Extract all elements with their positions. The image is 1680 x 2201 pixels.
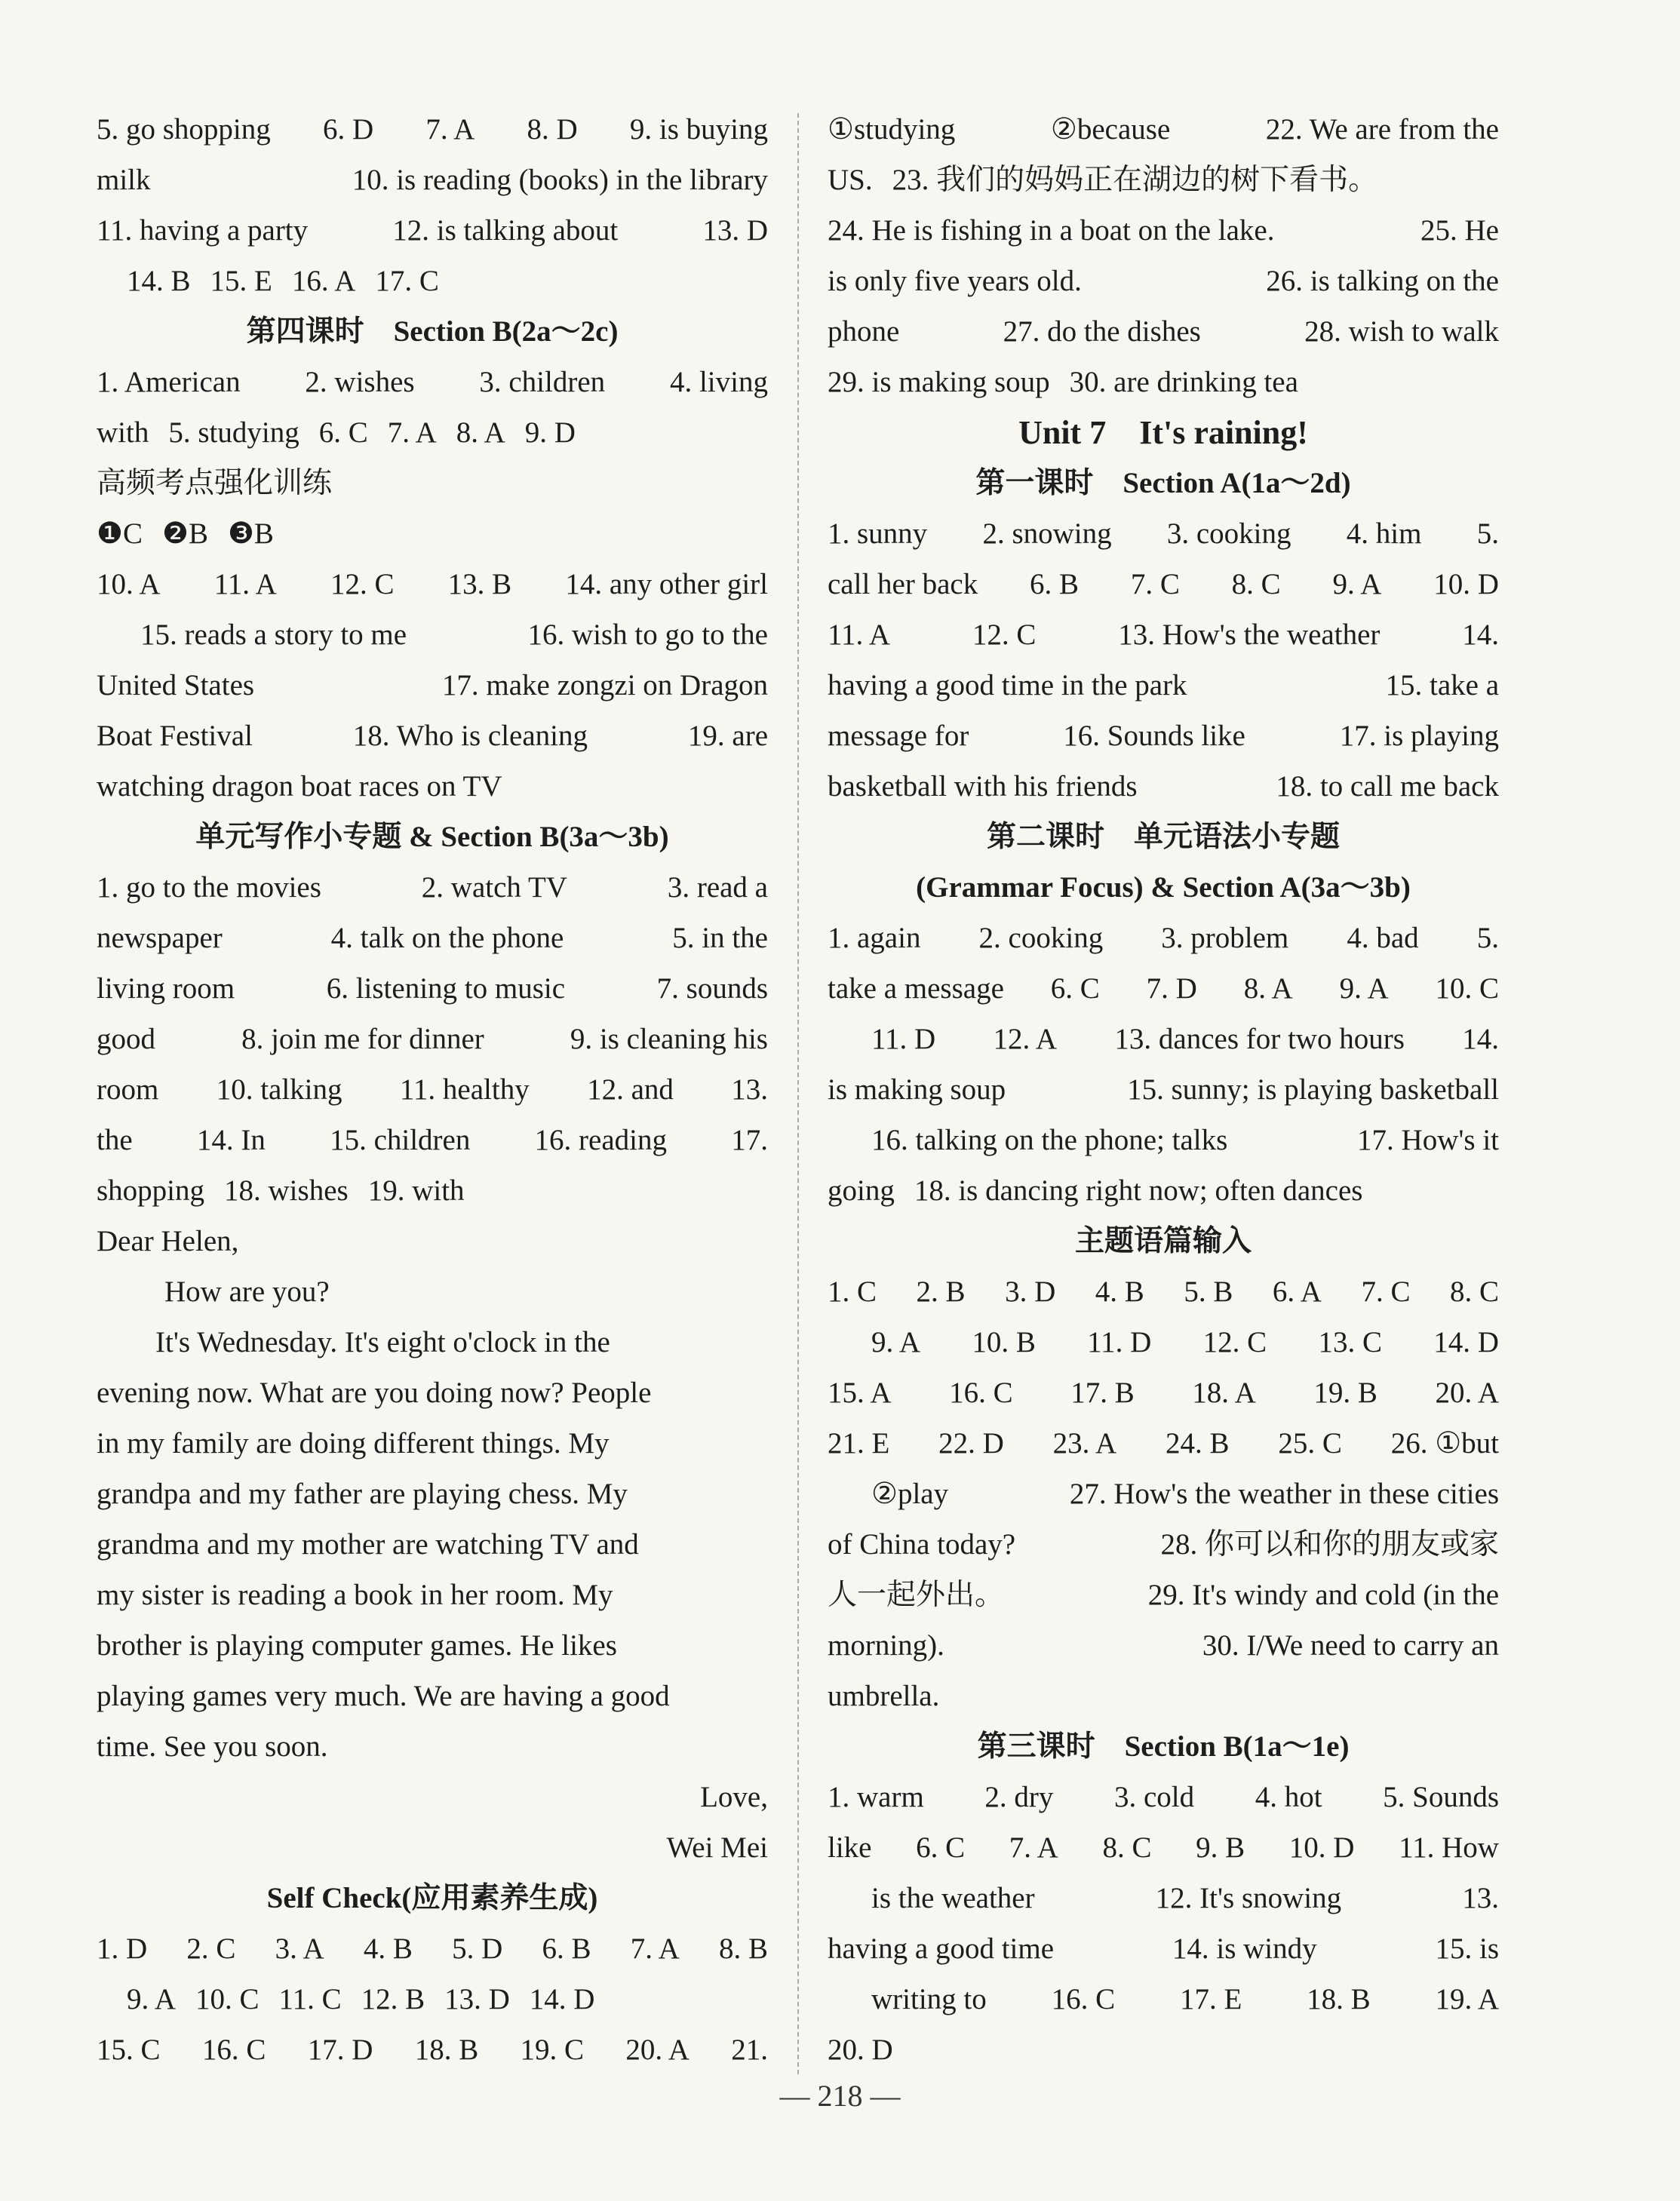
answer-item: 13. bbox=[1462, 1882, 1499, 1914]
answer-item: 1. sunny bbox=[828, 517, 928, 550]
answer-item: 15. C bbox=[97, 2034, 161, 2066]
text-line bbox=[828, 609, 1499, 660]
answer-item: 19. A bbox=[1435, 1983, 1499, 2015]
answer-item: 1. again bbox=[828, 922, 921, 954]
answer-item: 19. C bbox=[520, 2034, 585, 2066]
text-line bbox=[97, 1165, 768, 1216]
answer-item: 13. How's the weather bbox=[1118, 619, 1381, 651]
text-line bbox=[828, 963, 1499, 1014]
text-line bbox=[97, 711, 768, 761]
answer-item: like bbox=[828, 1831, 872, 1864]
answer-item: 1. C bbox=[828, 1275, 877, 1308]
text-line bbox=[828, 913, 1499, 963]
section-heading: 第一课时 Section A(1a～2d) bbox=[975, 467, 1351, 499]
answer-item: 17. C bbox=[375, 265, 439, 297]
answer-item: 16. reading bbox=[534, 1124, 667, 1156]
text-line bbox=[97, 155, 768, 205]
text-line bbox=[828, 1266, 1499, 1317]
answer-item: 25. C bbox=[1278, 1427, 1342, 1460]
text-line bbox=[97, 559, 768, 609]
answer-item: phone bbox=[828, 315, 900, 348]
text-line bbox=[97, 2024, 768, 2075]
answer-item: with bbox=[97, 416, 149, 449]
answer-item: 2. dry bbox=[984, 1781, 1054, 1813]
answer-item: 19. with bbox=[367, 1174, 465, 1207]
answer-item: 16. Sounds like bbox=[1063, 720, 1245, 752]
text-line bbox=[97, 761, 768, 812]
answer-item: Love, bbox=[700, 1781, 768, 1813]
answer-item: 16. A bbox=[291, 265, 356, 297]
text-line bbox=[828, 205, 1499, 256]
answer-item: 20. A bbox=[625, 2034, 690, 2066]
text-line bbox=[97, 1368, 768, 1418]
answer-item: 7. D bbox=[1146, 972, 1197, 1005]
text-line bbox=[97, 1772, 768, 1822]
text-line bbox=[97, 205, 768, 256]
answer-item: 18. A bbox=[1192, 1377, 1256, 1409]
answer-item: 20. D bbox=[828, 2034, 893, 2066]
answer-item: newspaper bbox=[97, 922, 223, 954]
answer-item: 1. go to the movies bbox=[97, 871, 321, 904]
answer-item: 7. A bbox=[1009, 1831, 1058, 1864]
answer-item: time. See you soon. bbox=[97, 1730, 328, 1763]
answer-item: 1. warm bbox=[828, 1781, 924, 1813]
answer-item: 2. watch TV bbox=[421, 871, 567, 904]
answer-item: Dear Helen, bbox=[97, 1225, 239, 1257]
answer-item: 6. C bbox=[1050, 972, 1100, 1005]
answer-item: grandma and my mother are watching TV and bbox=[97, 1528, 639, 1561]
answer-item: 7. sounds bbox=[656, 972, 768, 1005]
answer-item: It's Wednesday. It's eight o'clock in the bbox=[97, 1326, 610, 1358]
answer-item: 6. A bbox=[1272, 1275, 1322, 1308]
answer-item: umbrella. bbox=[828, 1680, 940, 1712]
answer-item: 4. B bbox=[363, 1932, 413, 1965]
text-line bbox=[828, 508, 1499, 559]
answer-item: 21. E bbox=[828, 1427, 890, 1460]
text-line bbox=[828, 559, 1499, 609]
answer-item: 4. talk on the phone bbox=[330, 922, 564, 954]
answer-item: 12. is talking about bbox=[392, 214, 619, 247]
answer-item: basketball with his friends bbox=[828, 770, 1138, 803]
answer-item: grandpa and my father are playing chess. My bbox=[97, 1478, 628, 1510]
text-line bbox=[828, 1620, 1499, 1671]
answer-item: 2. cooking bbox=[978, 922, 1104, 954]
answer-item: 9. is cleaning his bbox=[570, 1023, 768, 1055]
answer-item: 16. C bbox=[949, 1377, 1013, 1409]
answer-item: having a good time in the park bbox=[828, 669, 1187, 701]
answer-item: 28. 你可以和你的朋友或家 bbox=[1160, 1528, 1499, 1561]
text-line bbox=[97, 256, 768, 306]
answer-item: 8. join me for dinner bbox=[241, 1023, 484, 1055]
answer-item: 9. A bbox=[1332, 568, 1382, 600]
answer-item: 11. How bbox=[1399, 1831, 1499, 1864]
text-line bbox=[828, 1822, 1499, 1873]
answer-item: 29. is making soup bbox=[828, 366, 1050, 398]
answer-item: 8. A bbox=[1243, 972, 1293, 1005]
answer-item: 4. him bbox=[1346, 517, 1422, 550]
answer-item: 10. C bbox=[1435, 972, 1499, 1005]
answer-item: 28. wish to walk bbox=[1304, 315, 1499, 348]
answer-item: 1. D bbox=[97, 1932, 148, 1965]
answer-item: 11. A bbox=[213, 568, 277, 600]
answer-item: ❸B bbox=[227, 517, 274, 550]
answer-item: ②because bbox=[1050, 113, 1171, 146]
answer-item: 20. A bbox=[1435, 1377, 1499, 1409]
answer-item: 9. D bbox=[524, 416, 576, 449]
answer-item: 11. healthy bbox=[399, 1073, 530, 1106]
answer-item: 16. C bbox=[1051, 1983, 1116, 2015]
answer-item: going bbox=[828, 1174, 895, 1207]
answer-item: 17. make zongzi on Dragon bbox=[441, 669, 768, 701]
answer-item: 2. wishes bbox=[305, 366, 415, 398]
answer-item: 4. bad bbox=[1347, 922, 1419, 954]
answer-item: 5. D bbox=[452, 1932, 503, 1965]
text-line bbox=[97, 1822, 768, 1873]
answer-item: 15. children bbox=[330, 1124, 471, 1156]
text-line bbox=[828, 711, 1499, 761]
answer-item: 9. A bbox=[127, 1983, 177, 2015]
answer-item: 7. C bbox=[1130, 568, 1180, 600]
answer-item: 14. D bbox=[1433, 1326, 1499, 1358]
answer-item: 6. listening to music bbox=[326, 972, 566, 1005]
answer-item: 14. bbox=[1462, 619, 1499, 651]
answer-item: 14. is windy bbox=[1172, 1932, 1317, 1965]
answer-item: Boat Festival bbox=[97, 720, 253, 752]
text-line bbox=[828, 256, 1499, 306]
text-line bbox=[828, 1014, 1499, 1064]
answer-item: is making soup bbox=[828, 1073, 1006, 1106]
text-line bbox=[828, 1317, 1499, 1368]
answer-item: 30. I/We need to carry an bbox=[1202, 1629, 1499, 1662]
answer-item: 11. having a party bbox=[97, 214, 309, 247]
answer-item: 9. A bbox=[871, 1326, 921, 1358]
text-line bbox=[828, 1974, 1499, 2024]
answer-item: 18. B bbox=[1307, 1983, 1371, 2015]
text-line bbox=[97, 508, 768, 559]
answer-item: 14. B bbox=[127, 265, 191, 297]
answer-item: 27. How's the weather in these cities bbox=[1069, 1478, 1499, 1510]
answer-item: 6. B bbox=[1030, 568, 1080, 600]
answer-item: 17. is playing bbox=[1339, 720, 1499, 752]
answer-item: 11. D bbox=[871, 1023, 936, 1055]
text-line bbox=[97, 407, 768, 458]
text-line bbox=[97, 1418, 768, 1469]
text-line bbox=[97, 357, 768, 407]
answer-item: 13. D bbox=[702, 214, 768, 247]
answer-item: 2. C bbox=[186, 1932, 236, 1965]
answer-item: 10. talking bbox=[216, 1073, 342, 1106]
section-heading: 第三课时 Section B(1a～1e) bbox=[977, 1730, 1350, 1763]
answer-item: 8. C bbox=[1449, 1275, 1499, 1308]
answer-item: 3. children bbox=[479, 366, 606, 398]
answer-item: 22. D bbox=[938, 1427, 1004, 1460]
text-line bbox=[828, 104, 1499, 155]
answer-item: 1. American bbox=[97, 366, 241, 398]
answer-item: 21. bbox=[731, 2034, 768, 2066]
answer-item: 15. A bbox=[828, 1377, 892, 1409]
answer-item: 4. B bbox=[1095, 1275, 1144, 1308]
answer-item: 15. E bbox=[210, 265, 272, 297]
section-heading: 第四课时 Section B(2a～2c) bbox=[246, 315, 619, 348]
answer-item: 15. sunny; is playing basketball bbox=[1127, 1073, 1499, 1106]
answer-item: 10. D bbox=[1288, 1831, 1355, 1864]
answer-item: 6. C bbox=[916, 1831, 966, 1864]
answer-item: 10. C bbox=[195, 1983, 260, 2015]
text-line bbox=[828, 1368, 1499, 1418]
answer-item: morning). bbox=[828, 1629, 944, 1662]
answer-item: 3. read a bbox=[667, 871, 768, 904]
text-line bbox=[97, 458, 768, 508]
answer-item: 19. are bbox=[687, 720, 768, 752]
answer-item: 4. living bbox=[669, 366, 768, 398]
answer-item: 5. Sounds bbox=[1383, 1781, 1499, 1813]
answer-item: 13. dances for two hours bbox=[1114, 1023, 1405, 1055]
answer-item: having a good time bbox=[828, 1932, 1055, 1965]
answer-item: 13. B bbox=[447, 568, 512, 600]
answer-item: 5. in the bbox=[672, 922, 768, 954]
text-line bbox=[97, 1469, 768, 1519]
answer-item: 6. B bbox=[542, 1932, 591, 1965]
answer-item: 人一起外出。 bbox=[828, 1579, 1005, 1611]
section-heading: 主题语篇输入 bbox=[1074, 1225, 1252, 1257]
answer-item: 7. A bbox=[387, 416, 437, 449]
answer-item: 12. C bbox=[330, 568, 395, 600]
answer-item: ②play bbox=[871, 1478, 949, 1510]
text-line bbox=[97, 660, 768, 711]
text-line bbox=[97, 913, 768, 963]
answer-item: 2. B bbox=[916, 1275, 966, 1308]
answer-item: 12. and bbox=[587, 1073, 674, 1106]
answer-item: 9. A bbox=[1339, 972, 1389, 1005]
answer-item: 18. to call me back bbox=[1276, 770, 1499, 803]
answer-item: 14. D bbox=[529, 1983, 595, 2015]
answer-item: 29. It's windy and cold (in the bbox=[1147, 1579, 1499, 1611]
answer-item: 11. C bbox=[278, 1983, 342, 2015]
text-line bbox=[97, 1064, 768, 1115]
right-column bbox=[828, 104, 1499, 2075]
answer-item: 8. C bbox=[1231, 568, 1281, 600]
answer-item: 12. It's snowing bbox=[1155, 1882, 1342, 1914]
text-line bbox=[97, 963, 768, 1014]
section-heading: 第二课时 单元语法小专题 bbox=[986, 821, 1340, 853]
answer-item: 16. talking on the phone; talks bbox=[871, 1124, 1228, 1156]
text-line bbox=[828, 357, 1499, 407]
text-line bbox=[97, 1266, 768, 1317]
text-line bbox=[97, 1014, 768, 1064]
answer-item: the bbox=[97, 1124, 133, 1156]
answer-item: 17. B bbox=[1070, 1377, 1135, 1409]
answer-item: 8. D bbox=[527, 113, 578, 146]
text-line bbox=[97, 1317, 768, 1368]
text-line bbox=[828, 1469, 1499, 1519]
answer-item: 16. wish to go to the bbox=[527, 619, 768, 651]
answer-item: 7. C bbox=[1361, 1275, 1411, 1308]
answer-item: 3. D bbox=[1005, 1275, 1056, 1308]
answer-item: ❶C bbox=[97, 517, 143, 550]
answer-item: 12. A bbox=[993, 1023, 1058, 1055]
answer-item: 3. cold bbox=[1113, 1781, 1195, 1813]
answer-item: good bbox=[97, 1023, 155, 1055]
answer-item: in my family are doing different things. My bbox=[97, 1427, 610, 1460]
page-number: — 218 — bbox=[779, 2079, 901, 2113]
text-line bbox=[97, 1519, 768, 1570]
answer-item: 10. is reading (books) in the library bbox=[352, 164, 768, 196]
text-line bbox=[828, 306, 1499, 357]
answer-item: 23. 我们的妈妈正在湖边的树下看书。 bbox=[892, 164, 1378, 196]
answer-item: 5. studying bbox=[168, 416, 299, 449]
answer-item: 3. A bbox=[275, 1932, 324, 1965]
answer-item: Wei Mei bbox=[666, 1831, 768, 1864]
answer-item: 10. B bbox=[972, 1326, 1036, 1358]
answer-item: 14. In bbox=[196, 1124, 266, 1156]
text-line bbox=[97, 104, 768, 155]
answer-item: 15. reads a story to me bbox=[140, 619, 407, 651]
answer-item: 3. problem bbox=[1161, 922, 1289, 954]
answer-item: 27. do the dishes bbox=[1003, 315, 1201, 348]
answer-item: US. bbox=[828, 164, 873, 196]
answer-item: 高频考点强化训练 bbox=[97, 467, 333, 499]
answer-item: message for bbox=[828, 720, 969, 752]
answer-item: 2. snowing bbox=[982, 517, 1112, 550]
answer-item: 13. D bbox=[444, 1983, 510, 2015]
answer-item: 5. bbox=[1476, 922, 1499, 954]
answer-item: playing games very much. We are having a good bbox=[97, 1680, 670, 1712]
text-line bbox=[828, 660, 1499, 711]
text-line bbox=[828, 1418, 1499, 1469]
answer-item: 13. bbox=[731, 1073, 768, 1106]
answer-item: 18. B bbox=[414, 2034, 479, 2066]
answer-item: take a message bbox=[828, 972, 1004, 1005]
answer-item: 12. C bbox=[972, 619, 1037, 651]
answer-item: ❷B bbox=[161, 517, 208, 550]
answer-item: 8. A bbox=[456, 416, 505, 449]
answer-item: 19. B bbox=[1313, 1377, 1377, 1409]
answer-item: 18. wishes bbox=[224, 1174, 349, 1207]
answer-item: 7. A bbox=[425, 113, 475, 146]
answer-item: 16. C bbox=[201, 2034, 266, 2066]
text-line bbox=[828, 1064, 1499, 1115]
answer-item: 24. He is fishing in a boat on the lake. bbox=[828, 214, 1275, 247]
answer-item: 23. A bbox=[1052, 1427, 1117, 1460]
text-line bbox=[828, 1923, 1499, 1974]
answer-item: 26. ①but bbox=[1390, 1427, 1499, 1460]
answer-item: ①studying bbox=[828, 113, 956, 146]
answer-item: 13. C bbox=[1318, 1326, 1382, 1358]
answer-item: milk bbox=[97, 164, 151, 196]
unit-title: Unit 7 It's raining! bbox=[1018, 414, 1308, 451]
text-line bbox=[828, 2024, 1499, 2075]
answer-item: 24. B bbox=[1166, 1427, 1230, 1460]
answer-item: is only five years old. bbox=[828, 265, 1082, 297]
text-line bbox=[97, 862, 768, 913]
answer-item: of China today? bbox=[828, 1528, 1016, 1561]
text-line bbox=[97, 1216, 768, 1266]
section-heading: (Grammar Focus) & Section A(3a～3b) bbox=[916, 871, 1411, 904]
answer-item: 17. E bbox=[1179, 1983, 1242, 2015]
text-line bbox=[97, 609, 768, 660]
column-divider bbox=[797, 113, 799, 2074]
text-line bbox=[97, 1115, 768, 1165]
answer-item: 6. D bbox=[322, 113, 374, 146]
answer-item: living room bbox=[97, 972, 235, 1005]
answer-item: 14. bbox=[1462, 1023, 1499, 1055]
answer-item: 18. is dancing right now; often dances bbox=[914, 1174, 1363, 1207]
answer-item: 17. D bbox=[307, 2034, 373, 2066]
text-line bbox=[828, 1115, 1499, 1165]
section-heading: Self Check(应用素养生成) bbox=[266, 1882, 598, 1914]
answer-item: room bbox=[97, 1073, 159, 1106]
answer-item: shopping bbox=[97, 1174, 205, 1207]
text-line bbox=[97, 1923, 768, 1974]
answer-item: 25. He bbox=[1420, 214, 1499, 247]
answer-item: watching dragon boat races on TV bbox=[97, 770, 502, 803]
answer-item: 12. B bbox=[361, 1983, 425, 2015]
text-line bbox=[97, 1671, 768, 1721]
answer-item: 17. bbox=[731, 1124, 768, 1156]
answer-item: 4. hot bbox=[1255, 1781, 1322, 1813]
answer-item: writing to bbox=[871, 1983, 987, 2015]
answer-item: How are you? bbox=[164, 1275, 330, 1308]
answer-item: brother is playing computer games. He likes bbox=[97, 1629, 617, 1662]
answer-item: 5. bbox=[1476, 517, 1499, 550]
text-line bbox=[828, 1772, 1499, 1822]
answer-item: 15. is bbox=[1435, 1932, 1499, 1965]
text-line bbox=[97, 1620, 768, 1671]
text-line bbox=[828, 1570, 1499, 1620]
answer-item: 12. C bbox=[1202, 1326, 1267, 1358]
answer-item: 9. is buying bbox=[629, 113, 768, 146]
text-line bbox=[828, 761, 1499, 812]
answer-item: 22. We are from the bbox=[1265, 113, 1499, 146]
text-line bbox=[828, 1873, 1499, 1923]
answer-item: 15. take a bbox=[1385, 669, 1499, 701]
text-line bbox=[828, 155, 1499, 205]
answer-item: my sister is reading a book in her room. My bbox=[97, 1579, 613, 1611]
section-heading: 单元写作小专题 & Section B(3a～3b) bbox=[195, 821, 669, 853]
answer-item: 8. C bbox=[1102, 1831, 1152, 1864]
answer-item: 3. cooking bbox=[1166, 517, 1291, 550]
answer-item: United States bbox=[97, 669, 255, 701]
answer-item: 17. How's it bbox=[1357, 1124, 1499, 1156]
answer-item: 9. B bbox=[1196, 1831, 1245, 1864]
text-line bbox=[828, 1671, 1499, 1721]
answer-item: 7. A bbox=[630, 1932, 680, 1965]
answer-item: 11. D bbox=[1087, 1326, 1152, 1358]
answer-item: 30. are drinking tea bbox=[1069, 366, 1298, 398]
answer-item: 18. Who is cleaning bbox=[352, 720, 588, 752]
answer-item: 5. go shopping bbox=[97, 113, 271, 146]
answer-item: 10. A bbox=[97, 568, 161, 600]
answer-item: 14. any other girl bbox=[565, 568, 768, 600]
answer-item: evening now. What are you doing now? People bbox=[97, 1377, 652, 1409]
answer-item: 11. A bbox=[828, 619, 891, 651]
answer-item: 10. D bbox=[1433, 568, 1499, 600]
text-line bbox=[97, 1721, 768, 1772]
text-line bbox=[828, 1165, 1499, 1216]
answer-item: 5. B bbox=[1184, 1275, 1233, 1308]
answer-item: 26. is talking on the bbox=[1266, 265, 1499, 297]
answer-item: 8. B bbox=[718, 1932, 768, 1965]
text-line bbox=[828, 1519, 1499, 1570]
text-line bbox=[97, 1974, 768, 2024]
text-line bbox=[97, 1570, 768, 1620]
answer-item: 6. C bbox=[318, 416, 368, 449]
left-column bbox=[97, 104, 768, 2075]
answer-item: is the weather bbox=[871, 1882, 1035, 1914]
answer-item: call her back bbox=[828, 568, 978, 600]
